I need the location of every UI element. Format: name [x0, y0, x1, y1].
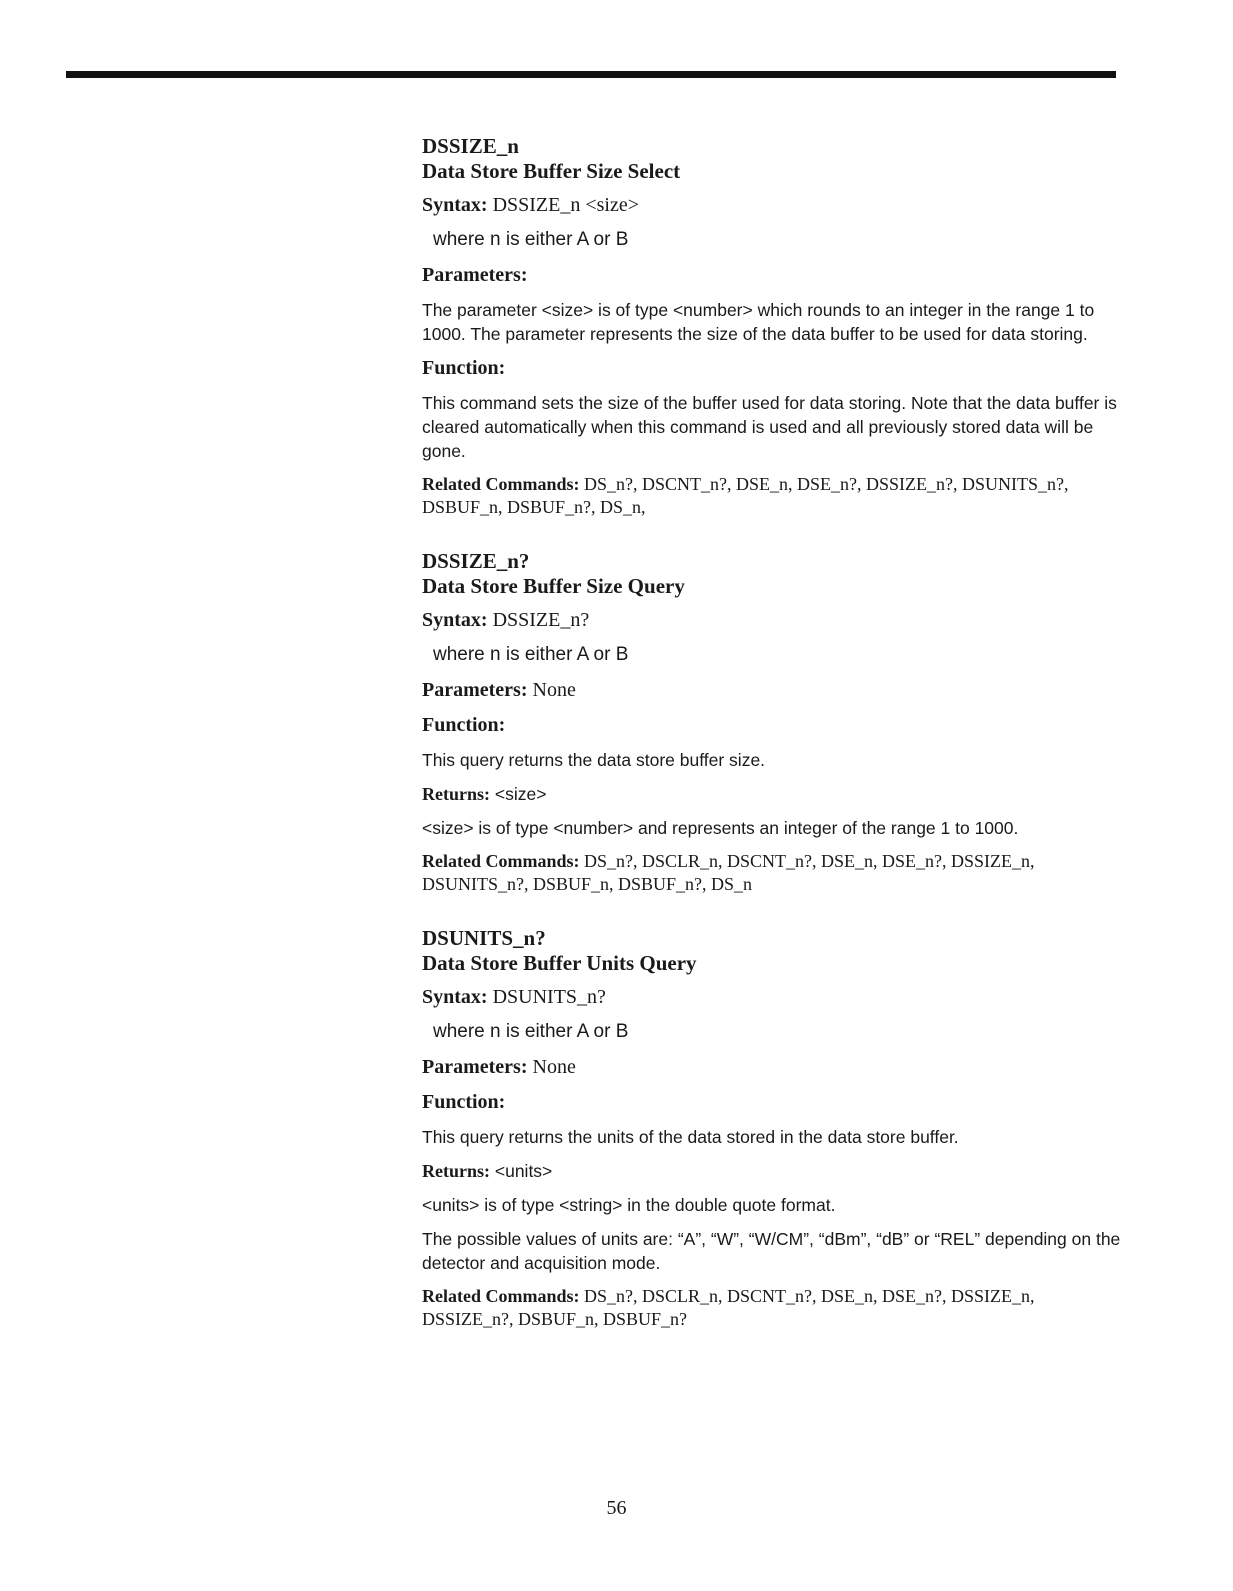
returns-description: <size> is of type <number> and represents an integer of the range 1 to 1000.	[422, 818, 1019, 838]
function-text: This query returns the data store buffer size.	[422, 750, 766, 770]
related-commands	[422, 850, 1122, 896]
syntax-value: DSSIZE_n?	[492, 609, 590, 631]
syntax-label: Syntax:	[422, 986, 488, 1008]
syntax-label: Syntax:	[422, 609, 488, 631]
syntax-line	[422, 608, 1122, 632]
command-title: Data Store Buffer Size Query	[422, 574, 685, 598]
related-label: Related Commands:	[422, 1286, 580, 1306]
possible-values-text: The possible values of units are: “A”, “W”, “W/CM”, “dBm”, “dB” or “REL” depending on the detector and acquisition mode.	[422, 1229, 1121, 1273]
returns-value: <size>	[494, 784, 547, 804]
parameters-line	[422, 678, 1122, 702]
where-note: where n is either A or B	[433, 644, 629, 665]
parameters-value: None	[532, 679, 576, 701]
returns-label: Returns:	[422, 784, 490, 804]
command-name: DSSIZE_n	[422, 134, 519, 158]
related-label: Related Commands:	[422, 474, 580, 494]
related-commands	[422, 473, 1122, 519]
parameters-heading: Parameters:	[422, 264, 528, 286]
where-note: where n is either A or B	[433, 1021, 629, 1042]
command-name: DSSIZE_n?	[422, 549, 530, 573]
syntax-label: Syntax:	[422, 194, 488, 216]
page-content	[422, 134, 1122, 1361]
function-heading: Function:	[422, 714, 506, 736]
returns-line	[422, 1159, 1122, 1183]
parameters-label: Parameters:	[422, 679, 528, 701]
related-list: DS_n?, DSCLR_n, DSCNT_n?, DSE_n, DSE_n?, DSSIZE_n, DSSIZE_n?, DSBUF_n, DSBUF_n?	[422, 1286, 1035, 1329]
parameters-label: Parameters:	[422, 1056, 528, 1078]
related-list: DS_n?, DSCNT_n?, DSE_n, DSE_n?, DSSIZE_n?, DSUNITS_n?, DSBUF_n, DSBUF_n?, DS_n,	[422, 474, 1069, 517]
syntax-line	[422, 193, 1122, 217]
returns-label: Returns:	[422, 1161, 490, 1181]
parameters-value: None	[532, 1056, 576, 1078]
syntax-line	[422, 985, 1122, 1009]
function-heading: Function:	[422, 357, 506, 379]
related-label: Related Commands:	[422, 851, 580, 871]
parameters-line	[422, 1055, 1122, 1079]
returns-line	[422, 782, 1122, 806]
section-dssize-n	[422, 134, 1122, 519]
related-commands	[422, 1285, 1122, 1331]
syntax-value: DSUNITS_n?	[492, 986, 606, 1008]
returns-description: <units> is of type <string> in the double quote format.	[422, 1195, 836, 1215]
top-rule	[66, 71, 1116, 78]
returns-value: <units>	[494, 1161, 553, 1181]
command-title: Data Store Buffer Units Query	[422, 951, 697, 975]
function-text: This query returns the units of the data stored in the data store buffer.	[422, 1127, 959, 1147]
parameters-text: The parameter <size> is of type <number> which rounds to an integer in the range 1 to 1000. The parameter represents the size of the data buffer to be used for data storing.	[422, 300, 1095, 344]
section-dsunits-n-query	[422, 926, 1122, 1331]
section-dssize-n-query	[422, 549, 1122, 896]
related-list: DS_n?, DSCLR_n, DSCNT_n?, DSE_n, DSE_n?, DSSIZE_n, DSUNITS_n?, DSBUF_n, DSBUF_n?, DS_n	[422, 851, 1035, 894]
command-title: Data Store Buffer Size Select	[422, 159, 681, 183]
where-note: where n is either A or B	[433, 229, 629, 250]
function-text: This command sets the size of the buffer used for data storing. Note that the data buffer is cleared automatically when this command is used and all previously stored data will be gone.	[422, 393, 1117, 461]
syntax-value: DSSIZE_n <size>	[492, 194, 640, 216]
command-name: DSUNITS_n?	[422, 926, 546, 950]
function-heading: Function:	[422, 1091, 506, 1113]
page-number: 56	[606, 1497, 627, 1519]
